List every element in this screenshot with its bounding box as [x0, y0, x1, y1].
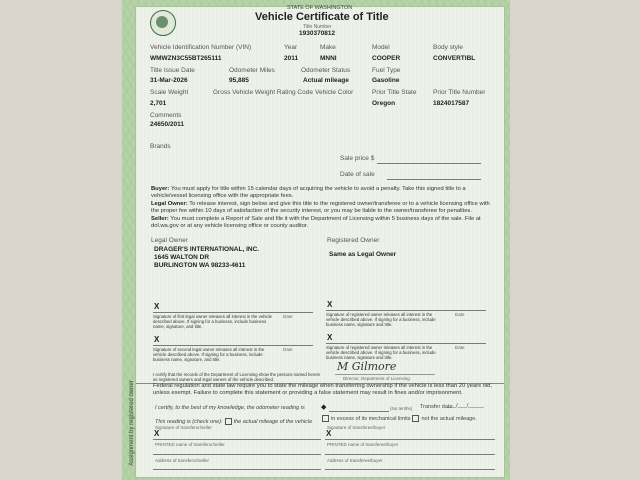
state-name: STATE OF WASHINGTON [287, 5, 353, 11]
prior-title-number-label: Prior Title Number [433, 89, 486, 96]
director-line [335, 374, 435, 375]
legal-owner-address-1: 1645 WALTON DR [154, 254, 210, 261]
first-registered-date-label: Date [455, 312, 465, 317]
second-legal-owner-caption: Signature of second legal owner releases all interest in the vehicle described above. If signing for a business, include business name, signature, and title. [153, 347, 265, 362]
title-number-label: Title Number [303, 24, 332, 30]
transferee-signature-label: Signature of transferee/buyer [327, 425, 386, 430]
transferor-signature-label: Signature of transferor/seller [155, 425, 212, 430]
prior-title-state-label: Prior Title State [372, 89, 417, 96]
first-legal-date-label: Date [283, 314, 293, 319]
fuel-type-label: Fuel Type [372, 67, 401, 74]
buyer-instructions: Buyer: You must apply for title within 15 calendar days of acquiring the vehicle to avoid a penalty. Take this signed title to a vehicle/vessel licensing office with the appropriate fees. [151, 186, 466, 200]
second-legal-date-label: Date [283, 347, 293, 352]
second-registered-date-label: Date [455, 345, 465, 350]
sale-price-label: Sale price $ [340, 155, 375, 162]
scale-weight-label: Scale Weight [150, 89, 189, 96]
vehicle-color-label: Vehicle Color [315, 89, 354, 96]
odometer-status-label: Odometer Status [301, 67, 351, 74]
transferor-printed-line[interactable] [153, 454, 321, 455]
not-actual-checkbox[interactable] [412, 415, 419, 422]
odometer-certify-text: I certify, to the best of my knowledge, the odometer reading is [155, 405, 305, 411]
registered-owner-label: Registered Owner [327, 237, 380, 244]
transferee-printed-line[interactable] [325, 454, 495, 455]
first-legal-owner-signature-line[interactable] [153, 312, 313, 313]
year-label: Year [284, 44, 298, 51]
no-tenths-label: (No tenths) [390, 406, 413, 411]
director-signature: M Gilmore [337, 360, 397, 373]
brands-label: Brands [150, 143, 171, 150]
scale-weight-value: 2,701 [150, 100, 167, 107]
second-legal-owner-x: X [154, 335, 160, 344]
second-legal-owner-signature-line[interactable] [153, 345, 313, 346]
make-label: Make [320, 44, 336, 51]
legal-owner-instructions: Legal Owner: To release interest, sign below and give this title to the registered owner/transferee or to a vehicle licensing office with the proper fee within 10 days of satisfaction of the security interest, or you may be liable to the owner/transferee for penalties. [151, 201, 490, 215]
transferor-signature-line[interactable] [153, 439, 321, 440]
director-title: Director, Department of Licensing [343, 376, 410, 381]
transferee-printed-label: PRINTED name of transferee/buyer [327, 442, 399, 447]
transfer-date-slashes: ___/___/_____ [447, 403, 484, 409]
sale-price-line[interactable] [377, 163, 481, 164]
model-value: COOPER [372, 55, 401, 62]
transferor-printed-label: PRINTED name of transferor/seller [155, 442, 225, 447]
body-style-value: CONVERTIBL [433, 55, 476, 62]
document-title: Vehicle Certificate of Title [255, 11, 389, 23]
second-registered-owner-caption: Signature of registered owner releases all interest in the vehicle described above. If signing for a business, include business name, signature and title. [326, 345, 436, 360]
gvwr-label: Gross Vehicle Weight Rating Code [213, 89, 313, 96]
first-registered-owner-signature-line[interactable] [326, 310, 486, 311]
model-label: Model [372, 44, 390, 51]
prior-title-state-value: Oregon [372, 100, 396, 107]
issue-date-label: Title Issue Date [150, 67, 195, 74]
first-registered-owner-caption: Signature of registered owner releases all interest in the vehicle described above. If signing for a business, include business name, signature and title. [326, 312, 436, 327]
legal-owner-name: DRAGER'S INTERNATIONAL, INC. [154, 246, 260, 253]
date-of-sale-label: Date of sale [340, 171, 375, 178]
transferee-x: X [326, 429, 332, 438]
transferor-x: X [154, 429, 160, 438]
registered-owner-value: Same as Legal Owner [329, 251, 397, 258]
first-legal-owner-x: X [154, 302, 160, 311]
federal-regulation-text: Federal regulation and state law require you to state the mileage when transferring ownership if the vehicle is less than 20 years old, unless exempt. Failure to complete this statement or providing a false statement may result in fines and/or imprisonment. [153, 383, 492, 396]
comments-label: Comments [150, 112, 182, 119]
year-value: 2011 [284, 55, 299, 62]
washington-state-seal-icon [150, 10, 176, 36]
transfer-date-label: Transfer date [420, 404, 453, 410]
transferor-address-line[interactable] [153, 469, 321, 470]
reading-check-one: This reading is (check one): the actual mileage of the vehicle [155, 418, 313, 425]
date-of-sale-line[interactable] [387, 179, 481, 180]
body-style-label: Body style [433, 44, 463, 51]
transferee-address-line[interactable] [325, 469, 495, 470]
vin-value: WMWZN3C55BT265111 [150, 55, 222, 62]
odometer-status-value: Actual mileage [303, 77, 349, 84]
second-registered-owner-signature-line[interactable] [326, 343, 486, 344]
odometer-reading-line[interactable] [329, 411, 389, 412]
side-assignment-label: Assignment by registered owner [129, 380, 135, 466]
diamond-marker-icon: ◆ [321, 404, 327, 411]
odometer-value: 95,885 [229, 77, 249, 84]
odometer-label: Odometer Miles [229, 67, 275, 74]
prior-title-number-value: 1824017587 [433, 100, 470, 107]
vin-label: Vehicle Identification Number (VIN) [150, 44, 252, 51]
second-registered-owner-x: X [327, 333, 333, 342]
issue-date-value: 31-Mar-2026 [150, 77, 188, 84]
title-number: 1930370812 [299, 30, 336, 37]
legal-owner-label: Legal Owner [151, 237, 188, 244]
legal-owner-address-2: BURLINGTON WA 98233-4611 [154, 262, 246, 269]
department-certification: I certify that the records of the Department of Licensing show the persons named herein as registered owners and legal owners of the vehicle described. [153, 372, 320, 382]
first-registered-owner-x: X [327, 300, 333, 309]
seller-instructions: Seller: You must complete a Report of Sale and file it with the Department of Licensing within 5 business days of the sale. File at dol.wa.gov or at any vehicle licensing office or county auditor. [151, 216, 481, 230]
first-legal-owner-caption: Signature of first legal owner releases all interest in the vehicle described above. If signing for a business, include business name, signature, and title. [153, 314, 272, 329]
transferor-address-label: Address of transferor/seller [155, 458, 210, 463]
excess-limits-checkbox[interactable] [322, 415, 329, 422]
fuel-type-value: Gasoline [372, 77, 400, 84]
excess-limits-option: in excess of its mechanical limits not the actual mileage. [320, 415, 477, 422]
transferee-address-label: Address of transferee/buyer [327, 458, 383, 463]
make-value: MNNI [320, 55, 337, 62]
actual-mileage-checkbox[interactable] [225, 418, 232, 425]
comments-value: 24650/2011 [150, 121, 184, 128]
transferee-signature-line[interactable] [325, 439, 495, 440]
